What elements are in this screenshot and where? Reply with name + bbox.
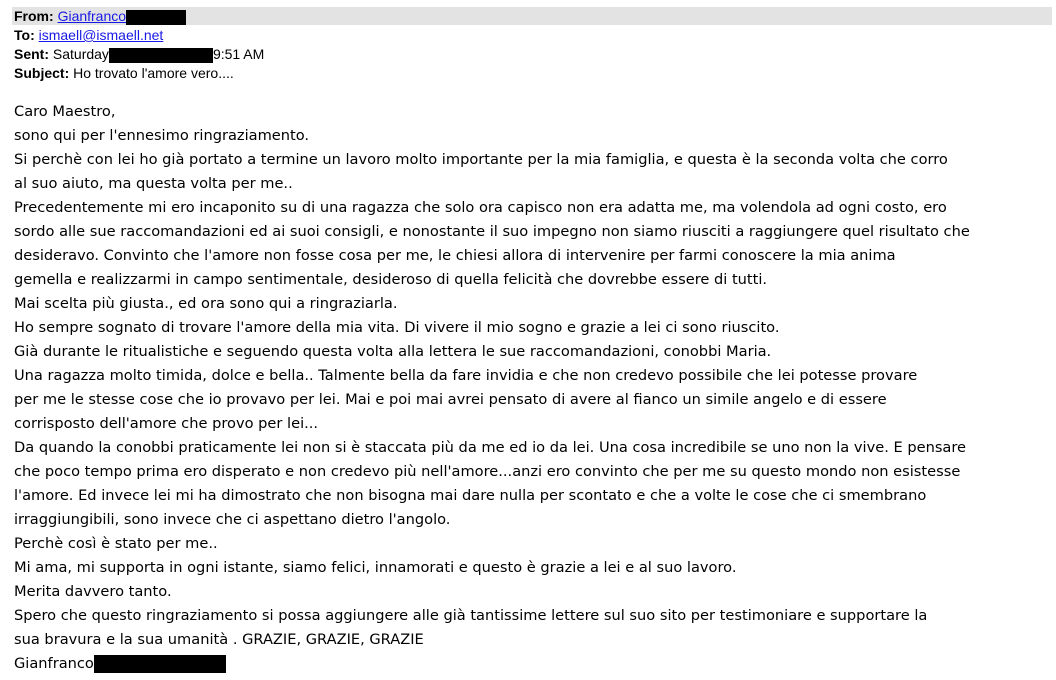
message-line: Precedentemente mi ero incaponito su di una ragazza che solo ora capisco non era adatta me, ma volendola ad ogni costo, ero [14, 199, 947, 216]
message-line: gemella e realizzarmi in campo sentimentale, desideroso di quella felicità che dovrebbe essere di tutti. [14, 271, 768, 288]
message-line: che poco tempo prima ero disperato e non credevo più nell'amore...anzi ero convinto che per me su questo mondo non esistesse [14, 463, 961, 480]
to-row [14, 26, 163, 44]
message-line: irraggiungibili, sono invece che ci aspettano dietro l'angolo. [14, 511, 451, 528]
message-line: corrisposto dell'amore che provo per lei... [14, 415, 319, 432]
from-sender-link[interactable]: Gianfranco [57, 8, 127, 24]
redacted-block [126, 10, 186, 25]
redacted-block [109, 48, 213, 63]
message-body [14, 100, 1054, 676]
message-line: Perchè così è stato per me.. [14, 535, 218, 552]
signature-name: Gianfranco [14, 655, 94, 672]
sent-day: Saturday [52, 46, 109, 62]
sent-time: 9:51 AM [212, 46, 265, 62]
subject-label: Subject: [14, 65, 70, 81]
message-line: Spero che questo ringraziamento si possa aggiungere alle già tantissime lettere sul suo sito per testimoniare e supportare la [14, 607, 928, 624]
message-line: Da quando la conobbi praticamente lei non si è staccata più da me ed io da lei. Una cosa incredibile se uno non la vive. E pensare [14, 439, 967, 456]
message-line: Una ragazza molto timida, dolce e bella.. Talmente bella da fare invidia e che non credevo possibile che lei potesse provare [14, 367, 918, 384]
message-line: Caro Maestro, [14, 103, 116, 120]
message-line: Ho sempre sognato di trovare l'amore della mia vita. Di vivere il mio sogno e grazie a lei ci sono riuscito. [14, 319, 780, 336]
message-line: sua bravura e la sua umanità . GRAZIE, GRAZIE, GRAZIE [14, 631, 424, 648]
to-label: To: [14, 27, 35, 43]
subject-row [14, 64, 234, 82]
message-line: Mi ama, mi supporta in ogni istante, siamo felici, innamorati e questo è grazie a lei e al suo lavoro. [14, 559, 737, 576]
message-line: desideravo. Convinto che l'amore non fosse cosa per me, le chiesi allora di intervenire per farmi conoscere la mia anima [14, 247, 896, 264]
from-row [12, 7, 1052, 25]
message-line: per me le stesse cose che io provavo per lei. Mai e poi mai avrei pensato di avere al fianco un simile angelo e di essere [14, 391, 887, 408]
from-label: From: [14, 8, 54, 24]
subject-text: Ho trovato l'amore vero.... [73, 65, 234, 81]
sent-label: Sent: [14, 46, 49, 62]
message-line: l'amore. Ed invece lei mi ha dimostrato che non bisogna mai dare nulla per scontato e che a volte le cose che ci smembrano [14, 487, 927, 504]
message-line: sono qui per l'ennesimo ringraziamento. [14, 127, 310, 144]
email-header [0, 0, 1056, 86]
to-address-link[interactable]: ismaell@ismaell.net [38, 27, 164, 43]
message-line: Si perchè con lei ho già portato a termine un lavoro molto importante per la mia famiglia, e questa è la seconda volta che corro [14, 151, 948, 168]
message-line: Merita davvero tanto. [14, 583, 172, 600]
message-line: sordo alle sue raccomandazioni ed ai suoi consigli, e nonostante il suo impegno non siamo riusciti a raggiungere quel risultato che [14, 223, 970, 240]
sent-row [14, 45, 264, 63]
message-line: Mai scelta più giusta., ed ora sono qui a ringraziarla. [14, 295, 398, 312]
redacted-block [94, 655, 226, 673]
message-line: Già durante le ritualistiche e seguendo questa volta alla lettera le sue raccomandazioni, conobbi Maria. [14, 343, 772, 360]
signature-line [14, 652, 1054, 676]
message-line: al suo aiuto, ma questa volta per me.. [14, 175, 293, 192]
